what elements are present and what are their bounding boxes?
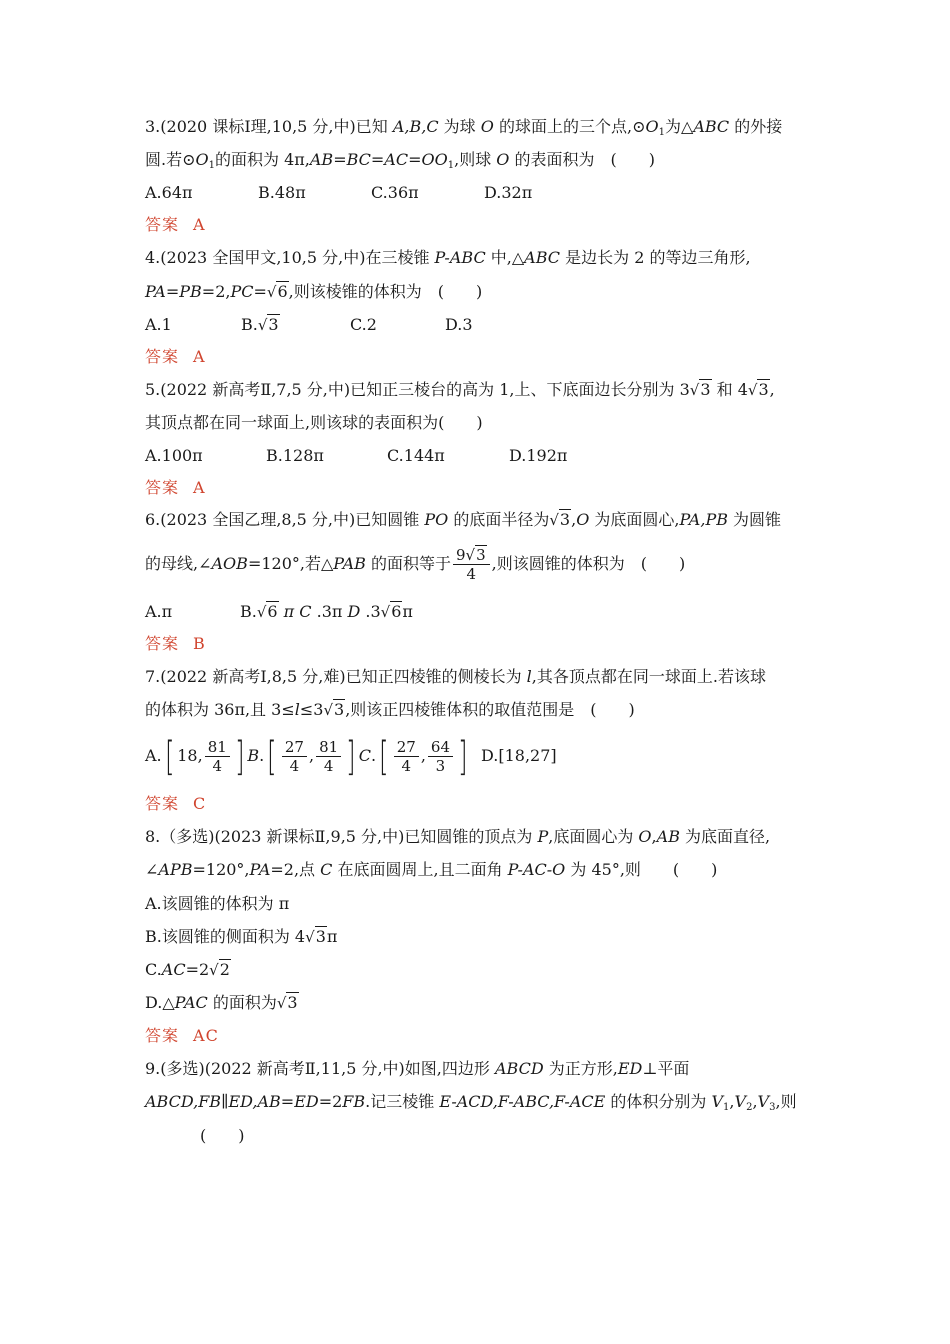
- text: PAC: [174, 993, 208, 1012]
- radicand: 3: [700, 380, 711, 399]
- text: 的外接: [729, 117, 783, 136]
- denominator: 4: [401, 757, 412, 775]
- text: P-ABC: [434, 248, 486, 267]
- text: π: [278, 602, 300, 621]
- radicand: 3: [559, 510, 571, 529]
- text: A,B,C: [392, 117, 439, 136]
- q9-stem-line2: [145, 1090, 797, 1114]
- numerator: 27: [282, 738, 307, 757]
- text: ED: [617, 1059, 643, 1078]
- text: ,: [729, 1092, 735, 1111]
- text: ,: [752, 1092, 758, 1111]
- q5-answer: [145, 476, 206, 500]
- numerator: 81: [316, 738, 341, 757]
- text: PO: [424, 510, 449, 529]
- answer-label: 答案: [145, 794, 180, 813]
- subscript: 1: [208, 160, 215, 171]
- text: 的面积为 4π,: [215, 150, 310, 169]
- text: 的体积分别为: [605, 1092, 712, 1111]
- text: =2: [185, 960, 210, 979]
- q9-stem-line3: ( ): [200, 1126, 245, 1145]
- q7-option-d: D.[18,27]: [481, 746, 557, 765]
- q4-stem-line2: [145, 280, 482, 304]
- fraction-9sqrt3-over-4: [453, 546, 490, 583]
- q3-stem-line1: [145, 115, 782, 139]
- q3-answer: [145, 213, 206, 237]
- q5-stem-line2: 其顶点都在同一球面上,则该球的表面积为( ): [145, 413, 483, 432]
- q9-stem-line1: [145, 1057, 689, 1081]
- text: V: [757, 1092, 770, 1111]
- q7-option-b-label: B: [247, 746, 260, 765]
- text: 9: [455, 546, 466, 564]
- q6-answer: [145, 632, 206, 656]
- q7-stem-line2: [145, 698, 635, 722]
- sqrt-3: √3: [549, 510, 571, 529]
- text: 为△: [665, 117, 694, 136]
- text: O: [645, 117, 659, 136]
- text: 的球面上的三个点,⊙: [493, 117, 646, 136]
- text: D: [347, 602, 361, 621]
- numerator: 27: [394, 738, 419, 757]
- text: ⊥平面: [642, 1059, 690, 1078]
- text: 6.(2023 全国乙理,8,5 分,中)已知圆锥: [145, 510, 425, 529]
- q3-option-d: D.32π: [484, 183, 533, 202]
- q4-answer: [145, 345, 206, 369]
- bracket: [: [164, 733, 175, 780]
- text: ,则该圆锥的体积为 ( ): [491, 554, 686, 573]
- text: =2: [318, 1092, 343, 1111]
- radicand: 3: [476, 546, 486, 564]
- text: =2,点: [270, 860, 321, 879]
- numerator: 81: [205, 738, 230, 757]
- text: ≤3: [299, 700, 324, 719]
- numerator: [453, 546, 490, 565]
- q8-stem-line2: [145, 858, 717, 882]
- text: PA: [249, 860, 271, 879]
- text: ∠: [145, 860, 159, 879]
- text: PA,PB: [679, 510, 728, 529]
- bracket: [: [267, 733, 277, 780]
- text: π: [326, 927, 338, 946]
- q4-stem-line1: [145, 246, 751, 270]
- bracket: ]: [458, 733, 468, 780]
- text: l: [294, 700, 300, 719]
- text: 为圆锥: [727, 510, 782, 529]
- text: ,: [651, 827, 657, 846]
- text: =120°,: [192, 860, 250, 879]
- answer-value: A: [193, 347, 206, 366]
- text: APB: [158, 860, 193, 879]
- text: P-AC-O: [507, 860, 566, 879]
- denominator: 4: [466, 565, 477, 583]
- text: O: [195, 150, 209, 169]
- q3-option-c: C.36π: [371, 183, 419, 202]
- text: 圆.若⊙: [145, 150, 196, 169]
- numerator: 64: [428, 738, 453, 757]
- denominator: 4: [212, 757, 223, 775]
- text: 的体积为 36π,且 3≤: [145, 700, 295, 719]
- subscript: 2: [746, 1102, 753, 1113]
- text: FB: [342, 1092, 366, 1111]
- text: 为正方形,: [543, 1059, 618, 1078]
- text: AOB: [211, 554, 248, 573]
- denominator: 4: [323, 757, 334, 775]
- radicand: 3: [758, 380, 769, 399]
- text: 为底面圆心,: [589, 510, 680, 529]
- fraction: [428, 738, 453, 775]
- answer-label: 答案: [145, 478, 180, 497]
- text: ,则该正四棱锥体积的取值范围是 ( ): [345, 700, 635, 719]
- text: =2,: [201, 282, 231, 301]
- text: PC: [230, 282, 254, 301]
- text: 9.(多选)(2022 新高考Ⅱ,11,5 分,中)如图,四边形: [145, 1059, 495, 1078]
- q4-option-a: A.1: [145, 315, 172, 334]
- q6-stem-line1: [145, 508, 781, 532]
- denominator: 3: [435, 757, 446, 775]
- text: 为球: [438, 117, 481, 136]
- radicand: 3: [268, 315, 279, 334]
- q3-option-b: B.48π: [258, 183, 306, 202]
- q5-option-c: C.144π: [387, 446, 445, 465]
- q7-answer: [145, 792, 206, 816]
- text: =120°,若△: [247, 554, 334, 573]
- text: .3π: [311, 602, 348, 621]
- sqrt-3: √3: [305, 927, 326, 946]
- answer-value: B: [193, 634, 206, 653]
- text: E-ACD,F-ABC,F-ACE: [439, 1092, 606, 1111]
- text: C: [320, 860, 333, 879]
- text: O: [638, 827, 652, 846]
- text: C: [299, 602, 312, 621]
- q4-option-c: C.2: [350, 315, 377, 334]
- text: ABC: [693, 117, 730, 136]
- radicand: 6: [277, 282, 288, 301]
- text: PA=PB: [145, 282, 202, 301]
- q5-option-d: D.192π: [509, 446, 568, 465]
- q5-option-b: B.128π: [266, 446, 324, 465]
- text: 3.(2020 课标Ⅰ理,10,5 分,中)已知: [145, 117, 393, 136]
- sqrt-6: √6: [266, 282, 288, 301]
- text: .3: [360, 602, 381, 621]
- text: l: [526, 667, 532, 686]
- text: AC: [161, 960, 186, 979]
- q7-option-a-label: A.: [145, 746, 162, 765]
- sqrt-3: √3: [276, 993, 298, 1012]
- text: 4.(2023 全国甲文,10,5 分,中)在三棱锥: [145, 248, 435, 267]
- q8-stem-line1: [145, 825, 770, 849]
- text: 的面积为: [207, 993, 277, 1012]
- q6-option-a: A.π: [145, 602, 173, 621]
- answer-label: 答案: [145, 215, 180, 234]
- text: ,: [571, 510, 577, 529]
- text: .记三棱锥: [365, 1092, 440, 1111]
- text: D.△: [145, 993, 175, 1012]
- fraction: [282, 738, 307, 775]
- q3-stem-line2: [145, 148, 655, 172]
- bracket: ]: [346, 733, 356, 780]
- answer-value: C: [193, 794, 207, 813]
- text: V: [734, 1092, 747, 1111]
- subscript: 1: [723, 1102, 730, 1113]
- q8-option-d: [145, 991, 299, 1015]
- text: B.: [241, 315, 258, 334]
- denominator: 4: [289, 757, 300, 775]
- text: C.: [145, 960, 162, 979]
- radicand: 6: [267, 602, 278, 621]
- answer-label: 答案: [145, 1026, 180, 1045]
- text: ,则球: [454, 150, 497, 169]
- answer-label: 答案: [145, 347, 180, 366]
- text: ABCD: [494, 1059, 544, 1078]
- text: ∥: [221, 1092, 229, 1111]
- sqrt-3: √3: [747, 380, 769, 399]
- text: 和 4: [711, 380, 748, 399]
- text: ,则: [775, 1092, 797, 1111]
- answer-value: A: [193, 478, 206, 497]
- text: ,其各顶点都在同一球面上.若该球: [531, 667, 766, 686]
- text: 的表面积为 ( ): [509, 150, 655, 169]
- text: 为底面直径,: [679, 827, 771, 846]
- text: 的底面半径为: [448, 510, 550, 529]
- text: ,: [769, 380, 775, 399]
- fraction: [205, 738, 230, 775]
- text: =: [253, 282, 267, 301]
- text: O: [576, 510, 590, 529]
- q7-stem-line1: [145, 665, 766, 689]
- q8-answer: [145, 1024, 219, 1048]
- q3-option-a: A.64π: [145, 183, 193, 202]
- subscript: 1: [658, 127, 665, 138]
- text: AB=BC=AC=OO: [309, 150, 448, 169]
- text: ,底面圆心为: [548, 827, 639, 846]
- bracket: ]: [234, 733, 245, 780]
- text: 的面积等于: [365, 554, 451, 573]
- q5-stem-line1: [145, 378, 775, 402]
- q8-option-a: A.该圆锥的体积为 π: [145, 894, 290, 913]
- text: V: [711, 1092, 724, 1111]
- bracket: [: [379, 733, 389, 780]
- text: 为 45°,则 ( ): [565, 860, 718, 879]
- text: O: [480, 117, 494, 136]
- radicand: 2: [219, 960, 230, 979]
- sqrt-3: √3: [689, 380, 711, 399]
- q4-option-d: D.3: [445, 315, 473, 334]
- text: ,则该棱锥的体积为 ( ): [288, 282, 483, 301]
- q6-stem-line2: [145, 541, 685, 587]
- fraction: [316, 738, 341, 775]
- q8-option-c: [145, 958, 231, 982]
- text: ED,AB=ED: [228, 1092, 319, 1111]
- q7-option-c-label: C: [358, 746, 372, 765]
- text: 中,△: [485, 248, 525, 267]
- q6-options-bcd: [240, 600, 413, 624]
- radicand: 6: [391, 602, 402, 621]
- text: B.该圆锥的侧面积为 4: [145, 927, 306, 946]
- text: B.: [240, 602, 257, 621]
- answer-label: 答案: [145, 634, 180, 653]
- subscript: 3: [769, 1102, 776, 1113]
- fraction: [394, 738, 419, 775]
- q8-option-b: [145, 925, 337, 949]
- text: AB: [656, 827, 680, 846]
- q7-options: A.[ 18, $\frac{81}{4}$ ] B.[ $\frac{27}{4}$ , $\frac{81}{4}$ ] C.[ $\frac{27}{4}$ , $\frac{64}{3}$ ] D.[18,27]: [145, 733, 557, 780]
- sqrt-3: √3: [465, 546, 486, 564]
- answer-value: AC: [193, 1026, 219, 1045]
- sqrt-3: √3: [257, 315, 279, 334]
- subscript: 1: [447, 160, 455, 171]
- radicand: 3: [315, 927, 326, 946]
- text: 的母线,∠: [145, 554, 212, 573]
- q5-option-a: A.100π: [145, 446, 203, 465]
- sqrt-6: √6: [256, 602, 278, 621]
- text: P: [537, 827, 549, 846]
- text: PAB: [333, 554, 366, 573]
- text: 在底面圆周上,且二面角: [332, 860, 508, 879]
- sqrt-3: √3: [323, 700, 345, 719]
- sqrt-6: √6: [380, 602, 402, 621]
- text: 7.(2022 新高考Ⅰ,8,5 分,难)已知正四棱锥的侧棱长为: [145, 667, 527, 686]
- text: 18: [177, 746, 198, 765]
- text: 5.(2022 新高考Ⅱ,7,5 分,中)已知正三棱台的高为 1,上、下底面边长分别为 3: [145, 380, 690, 399]
- text: O: [496, 150, 510, 169]
- text: ABCD,FB: [145, 1092, 222, 1111]
- sqrt-2: √2: [209, 960, 230, 979]
- text: 8.（多选)(2023 新课标Ⅱ,9,5 分,中)已知圆锥的顶点为: [145, 827, 538, 846]
- text: ABC: [524, 248, 561, 267]
- text: π: [402, 602, 413, 621]
- answer-value: A: [193, 215, 206, 234]
- q4-option-b: [241, 313, 280, 337]
- radicand: 3: [287, 993, 298, 1012]
- text: 是边长为 2 的等边三角形,: [560, 248, 751, 267]
- radicand: 3: [334, 700, 345, 719]
